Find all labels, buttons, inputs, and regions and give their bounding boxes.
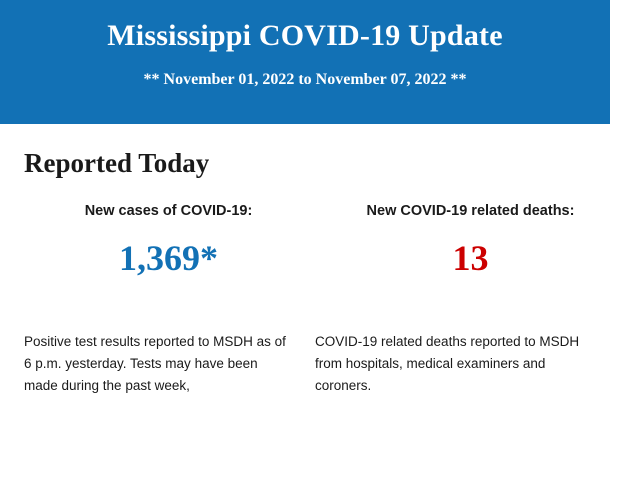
new-deaths-note-container	[315, 331, 620, 397]
new-deaths-value: 13	[452, 238, 489, 278]
new-cases-note: Positive test results reported to MSDH as of 6 p.m. yesterday. Tests may have been made during the past week,	[24, 334, 286, 393]
new-deaths-note: COVID-19 related deaths reported to MSDH from hospitals, medical examiners and coroners.	[315, 334, 580, 393]
stat-new-deaths	[315, 202, 620, 279]
header-banner	[0, 0, 610, 124]
page-title: Mississippi COVID-19 Update	[107, 19, 503, 52]
new-deaths-label: New COVID-19 related deaths:	[366, 203, 575, 219]
new-cases-label: New cases of COVID-19:	[84, 203, 253, 219]
new-cases-value: 1,369*	[119, 238, 218, 278]
new-cases-note-container	[0, 331, 315, 397]
section-heading-reported-today: Reported Today	[24, 148, 210, 178]
stat-new-cases	[0, 202, 315, 279]
stats-row	[0, 180, 620, 279]
notes-row	[0, 279, 620, 397]
date-range-subtitle: ** November 01, 2022 to November 07, 2022 **	[143, 71, 467, 88]
